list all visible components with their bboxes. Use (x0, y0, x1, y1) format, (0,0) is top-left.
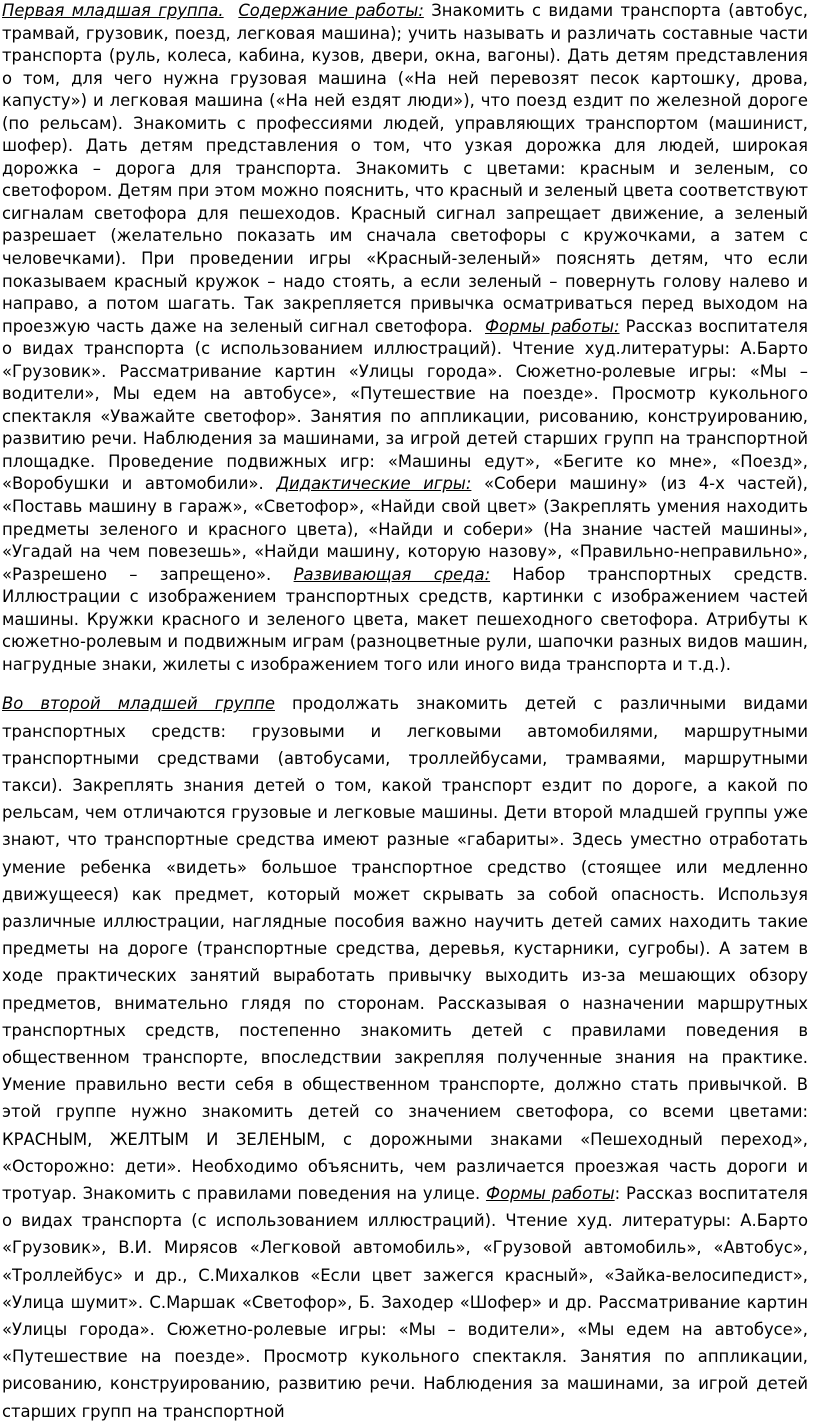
second-group-text: продолжать знакомить детей с различными видами транспортных средств: грузовыми и легковыми автомобилями, маршрутными транспортными средствами (автобусами, троллейбусами, трамваями, маршрутными такси). Закреплять знания детей о том, какой транспорт ездит по дороге, а какой по рельсам, чем отличаются грузовые и легковые машины. Дети второй младшей группы уже знают, что транспортные средства имеют разные «габариты». Здесь уместно отработать умение ребенка «видеть» большое транспортное средство (стоящее или медленно движущееся) как предмет, который может скрывать за собой опасность. Используя различные иллюстрации, наглядные пособия важно научить детей самих находить такие предметы на дороге (транспортные средства, деревья, кустарники, сугробы). А затем в ходе практических занятий выработать привычку выходить из-за мешающих обзору предметов, внимательно глядя по сторонам. Рассказывая о назначении маршрутных транспортных средств, постепенно знакомить детей с правилами поведения в общественном транспорте, впоследствии закрепляя полученные знания на практике. Умение правильно вести себя в общественном транспорте, должно стать привычкой. В этой группе нужно знакомить детей со значением светофора, со всеми цветами: КРАСНЫМ, ЖЕЛТЫМ И ЗЕЛЕНЫМ, с дорожными знаками «Пешеходный переход», «Осторожно: дети». Необходимо объяснить, чем различается проезжая часть дороги и тротуар. Знакомить с правилами поведения на улице. (2, 694, 808, 1204)
second-forms-label: Формы работы (485, 1184, 615, 1204)
content-text: Знакомить с видами транспорта (автобус, трамвай, грузовик, поезд, легковая машина); учить называть и различать составные части транспорта (руль, колеса, кабина, кузов, двери, окна, вагоны). Дать детям представления о том, для чего нужна грузовая машина («На ней перевозят песок картошку, дрова, капусту») и легковая машина («На ней ездят люди»), что поезд ездит по железной дороге (по рельсам). Знакомить с профессиями людей, управляющих транспортом (машинист, шофер). Дать детям представления о том, что узкая дорожка для людей, широкая дорожка – дорога для транспорта. Знакомить с цветами: красным и зеленым, со светофором. Детям при этом можно пояснить, что красный и зеленый цвета соответствуют сигналам светофора для пешеходов. Красный сигнал запрещает движение, а зеленый разрешает (желательно показать им сначала светофоры с кружочками, а затем с человечками). При проведении игры «Красный-зеленый» пояснять детям, что если показываем красный кружок – надо стоять, а если зеленый – повернуть голову налево и направо, а потом шагать. Так закрепляется привычка осматриваться перед выходом на проезжую часть даже на зеленый сигнал светофора. (2, 1, 808, 336)
paragraph-second-junior-group (2, 690, 808, 1424)
forms-label: Формы работы: (485, 316, 620, 336)
didactic-games-text: «Собери машину» (из 4-х частей), «Поставь машину в гараж», «Светофор», «Найди свой цвет» (Закреплять умения находить предметы зеленого и красного цвета), «Найди и собери» (На знание частей машины», «Угадай на чем повезешь», «Найди машину, которую назову», «Правильно-неправильно», «Разрешено – запрещено». (2, 474, 809, 584)
environment-label: Развивающая среда: (293, 564, 491, 584)
environment-text: Набор транспортных средств. Иллюстрации с изображением транспортных средств, картинки с изображением частей машины. Кружки красного и зеленого цвета, макет пешеходного светофора. Атрибуты к сюжетно-ролевым и подвижным играм (разноцветные рули, шапочки разных видов машин, нагрудные знаки, жилеты с изображением того или иного вида транспорта и т.д.). (2, 564, 808, 674)
heading-first-junior-group: Первая младшая группа. (2, 1, 224, 20)
content-label: Содержание работы: (238, 1, 424, 20)
second-forms-text: : Рассказ воспитателя о видах транспорта (с использованием иллюстраций). Чтение худ. литературы: А.Барто «Грузовик», В.И. Мирясов «Легковой автомобиль», «Грузовой автомобиль», «Автобус», «Троллейбус» и др., С.Михалков «Если цвет зажегся красный», «Зайка-велосипедист», «Улица шумит». С.Маршак «Светофор», Б. Заходер «Шофер» и др. Рассматривание картин «Улицы города». Сюжетно-ролевые игры: «Мы – водители», «Мы едем на автобусе», «Путешествие на поезде». Просмотр кукольного спектакля. Занятия по аппликации, рисованию, конструированию, развитию речи. Наблюдения за машинами, за игрой детей старших групп на транспортной (2, 1184, 808, 1421)
didactic-games-label: Дидактические игры: (276, 474, 472, 494)
heading-second-junior-group: Во второй младшей группе (2, 694, 275, 714)
paragraph-first-junior-group (2, 0, 808, 676)
forms-text: Рассказ воспитателя о видах транспорта (с использованием иллюстраций). Чтение худ.литературы: А.Барто «Грузовик». Рассматривание картин «Улицы города». Сюжетно-ролевые игры: «Мы – водители», Мы едем на автобусе», «Путешествие на поезде». Просмотр кукольного спектакля «Уважайте светофор». Занятия по аппликации, рисованию, конструированию, развитию речи. Наблюдения за машинами, за игрой детей старших групп на транспортной площадке. Проведение подвижных игр: «Машины едут», «Бегите ко мне», «Поезд», «Воробушки и автомобили». (2, 316, 808, 494)
